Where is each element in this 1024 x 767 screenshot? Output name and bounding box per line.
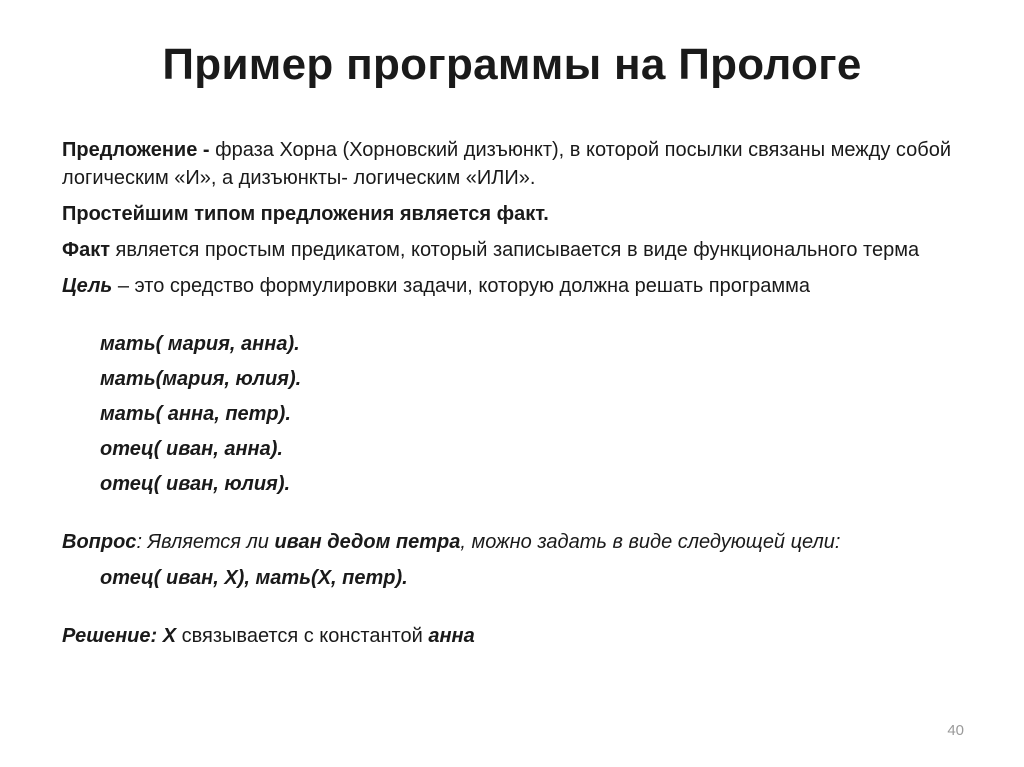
facts-list [100, 330, 982, 498]
paragraph-question [62, 528, 982, 556]
term-fact: Факт [62, 239, 110, 261]
fact-line: отец( иван, анна). [100, 438, 283, 460]
paragraph-simplest-type: Простейшим типом предложения является факт. [62, 203, 549, 225]
paragraph-solution [62, 622, 982, 650]
term-sentence: Предложение - [62, 139, 210, 161]
page-number: 40 [947, 722, 964, 739]
sentence-definition-text: фраза Хорна (Хорновский дизъюнкт), в которой посылки связаны между собой логическим «И», а дизъюнкты- логическим «ИЛИ». [62, 139, 951, 189]
question-emphasis: иван дедом петра [274, 531, 461, 553]
fact-line: отец( иван, юлия). [100, 473, 291, 495]
question-goal: отец( иван, X), мать(X, петр). [100, 567, 408, 589]
paragraph-fact-definition [62, 236, 982, 264]
goal-definition-text: – это средство формулировки задачи, которую должна решать программа [112, 275, 811, 297]
fact-definition-text: является простым предикатом, который записывается в виде функционального терма [110, 239, 920, 261]
slide-body [62, 136, 982, 658]
fact-line: мать( мария, анна). [100, 333, 300, 355]
solution-value: анна [428, 625, 475, 647]
paragraph-sentence-definition [62, 136, 982, 192]
paragraph-goal-definition [62, 272, 982, 300]
term-solution: Решение: X [62, 625, 177, 647]
question-text-1: : Является ли [136, 531, 275, 553]
term-question: Вопрос [62, 531, 137, 553]
term-goal: Цель [62, 275, 113, 297]
fact-line: мать(мария, юлия). [100, 368, 302, 390]
slide-title: Пример программы на Прологе [162, 40, 862, 89]
solution-text: связывается с константой [176, 625, 429, 647]
fact-line: мать( анна, петр). [100, 403, 291, 425]
question-text-2: , можно задать в виде следующей цели: [460, 531, 841, 553]
